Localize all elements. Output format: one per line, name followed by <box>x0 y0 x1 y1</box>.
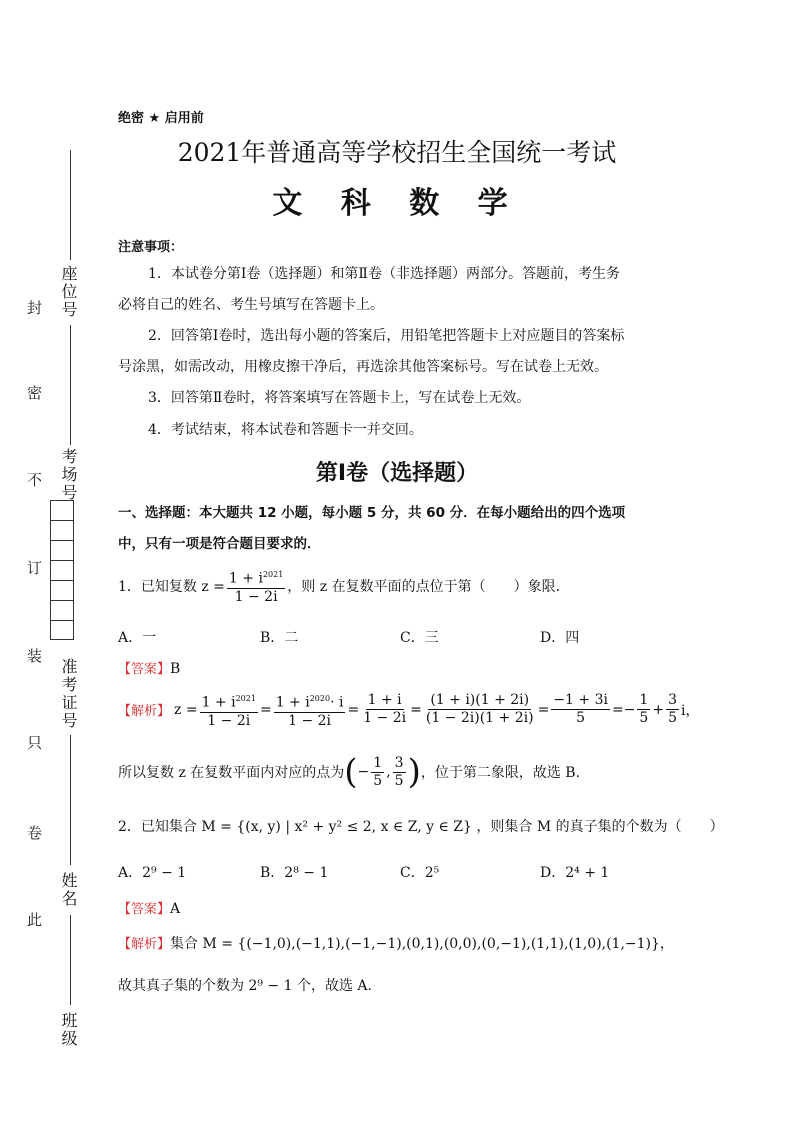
q1-conclusion: 所以复数 z 在复数平面内对应的点为 ( − $\frac{1}{5}$ , $\frac{3}{5}$ ) ，位于第二象限，故选 B. <box>118 752 581 792</box>
q2-suffix: ，则集合 M 的真子集的个数为（ ） <box>476 819 724 835</box>
seal-char-1: 封 <box>25 300 43 317</box>
q1-step-7-den: 5 <box>668 710 677 727</box>
seat-number-label: 座位号 <box>59 265 78 319</box>
confidential-mark: 绝密 ★ 启用前 <box>118 111 204 126</box>
q1-option-b[interactable]: B．二 <box>260 630 299 646</box>
seal-char-2: 密 <box>25 385 43 402</box>
answer-tag: 【答案】 <box>118 662 171 677</box>
notice-item: 号涂黑，如需改动，用橡皮擦干净后，再选涂其他答案标号。写在试卷上无效。 <box>118 359 608 375</box>
section-instruction: 一、选择题：本大题共 12 小题，每小题 5 分，共 60 分．在每小题给出的四个选项 <box>118 505 626 521</box>
q2-analysis-text: 集合 M = {(−1,0),(−1,1),(−1,−1),(0,1),(0,0),(0,−1),(1,1),(1,0),(1,−1)}， <box>170 936 674 952</box>
q1-step-2-num: 1 + i <box>275 694 310 711</box>
q1-step-4 <box>424 692 536 727</box>
q1-step-6 <box>637 692 650 727</box>
q1-point-y-den: 5 <box>394 772 404 789</box>
q1-step-3-den: 1 − 2i <box>363 710 407 727</box>
q1-answer-value: B <box>170 661 181 677</box>
q2-option-c[interactable]: C．2⁵ <box>400 865 440 881</box>
q2-option-b[interactable]: B．2⁸ − 1 <box>260 865 329 881</box>
q1-point-x-den: 5 <box>373 772 383 789</box>
q1-step-2-sup: 2020 <box>309 694 331 703</box>
notice-item: 4．考试结束，将本试卷和答题卡一并交回。 <box>148 422 423 438</box>
seal-char-7: 卷 <box>25 825 43 842</box>
notice-item: 1．本试卷分第Ⅰ卷（选择题）和第Ⅱ卷（非选择题）两部分。答题前，考生务 <box>148 266 620 282</box>
q1-step-4-num: (1 + i)(1 + 2i) <box>430 692 530 709</box>
notice-item: 2．回答第Ⅰ卷时，选出每小题的答案后，用铅笔把答题卡上对应题目的答案标 <box>148 328 625 344</box>
q1-point-x-num: 1 <box>373 754 383 771</box>
q1-option-a[interactable]: A．一 <box>118 630 157 646</box>
q1-step-5-den: 5 <box>576 710 586 727</box>
analysis-tag: 【解析】 <box>118 937 171 952</box>
name-label: 姓名 <box>59 872 78 908</box>
q1-step-3 <box>361 692 408 727</box>
q2-option-d[interactable]: D．2⁴ + 1 <box>540 865 610 881</box>
notice-item: 3．回答第Ⅱ卷时，将答案填写在答题卡上，写在试卷上无效。 <box>148 390 531 406</box>
q1-fraction <box>227 566 285 606</box>
q2-set: {(x, y) | x² + y² ≤ 2, x ∈ Z, y ∈ Z} <box>236 819 472 835</box>
admission-number-label: 准考证号 <box>59 658 78 730</box>
q2-prefix: 2．已知集合 M = <box>118 819 232 835</box>
q1-step-2-den: 1 − 2i <box>288 712 332 729</box>
q1-conclusion-suffix: ，位于第二象限，故选 B. <box>420 765 581 781</box>
q1-point-y-num: 3 <box>394 754 404 771</box>
q1-step-1-den: 1 − 2i <box>207 712 251 729</box>
binding-line-mid1 <box>70 325 71 445</box>
q1-step-5-num: −1 + 3i <box>553 692 608 709</box>
q1-step-2-tail: · i <box>330 694 344 711</box>
analysis-tag: 【解析】 <box>118 704 171 720</box>
q1-step-5 <box>551 692 610 727</box>
q1-step-3-num: 1 + i <box>367 692 402 709</box>
q1-step-7-tail: i， <box>681 702 700 719</box>
seal-char-8: 此 <box>25 912 43 929</box>
exam-room-grid[interactable] <box>50 500 74 640</box>
notice-item: 必将自己的姓名、考生号填写在答题卡上。 <box>118 297 384 313</box>
binding-line-bottom <box>70 915 71 1005</box>
q1-option-d[interactable]: D．四 <box>540 630 580 646</box>
q2-option-a[interactable]: A．2⁹ − 1 <box>118 865 187 881</box>
binding-line-mid2 <box>70 735 71 865</box>
subject-title: 文 科 数 学 <box>272 186 522 221</box>
q1-step-1-sup: 2021 <box>235 694 256 703</box>
q1-step-6-den: 5 <box>639 710 649 727</box>
seal-char-6: 只 <box>25 735 43 752</box>
question-1-stem <box>118 566 570 606</box>
q1-step-4-den: (1 − 2i)(1 + 2i) <box>425 710 534 727</box>
notice-heading: 注意事项： <box>118 240 184 255</box>
q1-step-7 <box>666 692 679 727</box>
q1-analysis: 【解析】 z = $\frac{1 + i^{2021}}{1 - 2i}$ = $\frac{1 + i^{2020}\cdot i}{1 - 2i}$ = $\frac{1 + i}{1 - 2i}$ = $\frac{(1 + i)(1 + 2i)}{(1 - 2i)(1 + 2i)}$ = $\frac{-1 + 3i}{5}$ = − $\frac{1}{5}$ + $\frac{3}{5}$ i， <box>118 690 699 730</box>
q1-step-1 <box>200 690 258 730</box>
q2-analysis <box>118 933 674 953</box>
q1-num: 1 + i <box>228 570 263 587</box>
answer-tag: 【答案】 <box>118 902 171 917</box>
q2-answer <box>118 898 180 917</box>
q1-den: 1 − 2i <box>234 588 278 605</box>
q1-point-y <box>393 755 406 790</box>
q1-step-2 <box>274 690 346 730</box>
question-2-stem <box>118 816 724 836</box>
seal-char-4: 订 <box>25 560 43 577</box>
exam-room-label: 考场号 <box>59 448 78 502</box>
section-instruction: 中，只有一项是符合题目要求的． <box>118 536 321 552</box>
q1-step-7-sign: + <box>652 701 665 718</box>
q1-conclusion-prefix: 所以复数 z 在复数平面内对应的点为 <box>118 765 345 781</box>
section-title: 第Ⅰ卷（选择题） <box>315 461 479 486</box>
q1-answer <box>118 658 180 677</box>
q1-step-1-num: 1 + i <box>201 694 236 711</box>
seal-char-5: 装 <box>25 648 43 665</box>
q1-step-7-num: 3 <box>668 692 677 709</box>
class-label: 班级 <box>59 1012 78 1048</box>
q1-analysis-prefix: z = <box>174 701 198 718</box>
q1-num-sup: 2021 <box>262 570 284 579</box>
q1-prefix: 1．已知复数 z = <box>118 578 225 595</box>
q1-suffix: ，则 z 在复数平面的点位于第（ ）象限． <box>287 578 570 595</box>
seal-char-3: 不 <box>25 472 43 489</box>
q1-point-x <box>371 755 384 790</box>
q1-step-6-sign: − <box>623 701 636 718</box>
q1-step-6-num: 1 <box>639 692 649 709</box>
q2-conclusion: 故其真子集的个数为 2⁹ − 1 个，故选 A. <box>118 978 372 994</box>
q2-answer-value: A <box>170 901 181 917</box>
q1-option-c[interactable]: C．三 <box>400 630 439 646</box>
exam-title: 2021年普通高等学校招生全国统一考试 <box>177 138 617 167</box>
